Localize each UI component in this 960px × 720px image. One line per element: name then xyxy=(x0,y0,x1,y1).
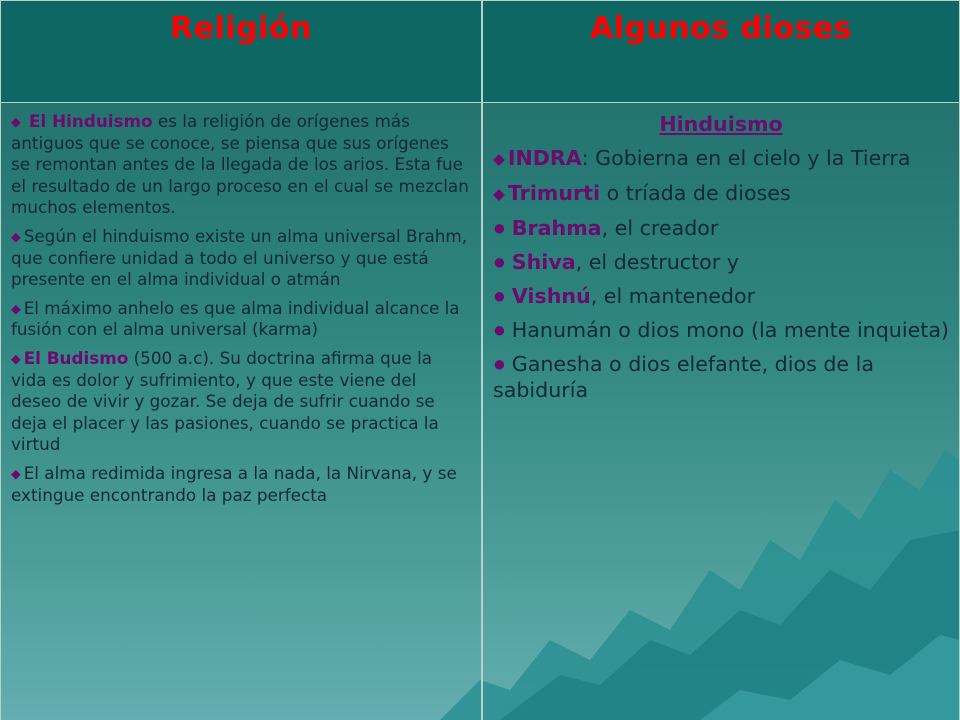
dot-bullet-icon: ● xyxy=(494,323,505,337)
dot-bullet-icon: ● xyxy=(494,289,505,303)
list-item: ◆ Según el hinduismo existe un alma universal Brahm, que confiere unidad a todo el universo y que está presente en el alma individual o atmán xyxy=(11,225,468,290)
list-item: ● Vishnú, el mantenedor xyxy=(494,284,756,308)
list-item: ◆ El alma redimida ingresa a la nada, la Nirvana, y se extingue encontrando la paz perfecta xyxy=(11,462,457,505)
dot-bullet-icon: ● xyxy=(494,255,505,269)
diamond-bullet-icon: ◆ xyxy=(11,300,21,316)
diamond-bullet-icon: ◆ xyxy=(11,465,21,481)
diamond-bullet-icon: ◆ xyxy=(493,150,505,168)
diamond-bullet-icon: ◆ xyxy=(11,228,21,244)
list-item: ◆ El Budismo (500 a.c). Su doctrina afirma que la vida es dolor y sufrimiento, y que este viene del deseo de vivir y gozar. Se deja de sufrir cuando se deja el placer y las pasiones, cuando se practica la virtud xyxy=(11,347,439,455)
list-item: ◆ El Hinduismo es la religión de orígenes más antiguos que se conoce, se piensa que sus orígenes se remontan antes de la llegada de los arios. Esta fue el resultado de un largo proceso en el cual se mezclan muchos elementos. xyxy=(11,111,469,218)
header-religion xyxy=(0,0,482,103)
dot-bullet-icon: ● xyxy=(494,221,505,235)
diamond-bullet-icon: ◆ xyxy=(11,114,21,129)
list-item: ● Brahma, el creador xyxy=(494,216,719,240)
list-item: ● Ganesha o dios elefante, dios de la sabiduría xyxy=(493,352,874,402)
list-item: ◆ El máximo anhelo es que alma individual alcance la fusión con el alma universal (karma) xyxy=(11,297,460,340)
list-item: ● Shiva, el destructor y xyxy=(494,250,739,274)
section-title: Hinduismo xyxy=(659,112,783,136)
list-item: ◆ INDRA: Gobierna en el cielo y la Tierra xyxy=(493,146,911,170)
list-item: ● Hanumán o dios mono (la mente inquieta) xyxy=(494,318,949,342)
dioses-cell xyxy=(482,103,960,720)
list-item: ◆ Trimurti o tríada de dioses xyxy=(493,181,791,205)
dot-bullet-icon: ● xyxy=(494,357,505,371)
header-dioses-text: Algunos dioses xyxy=(589,11,853,46)
religion-cell xyxy=(0,103,482,720)
header-religion-text: Religión xyxy=(170,11,312,46)
diamond-bullet-icon: ◆ xyxy=(493,185,505,203)
header-dioses xyxy=(482,0,960,103)
diamond-bullet-icon: ◆ xyxy=(11,350,21,366)
